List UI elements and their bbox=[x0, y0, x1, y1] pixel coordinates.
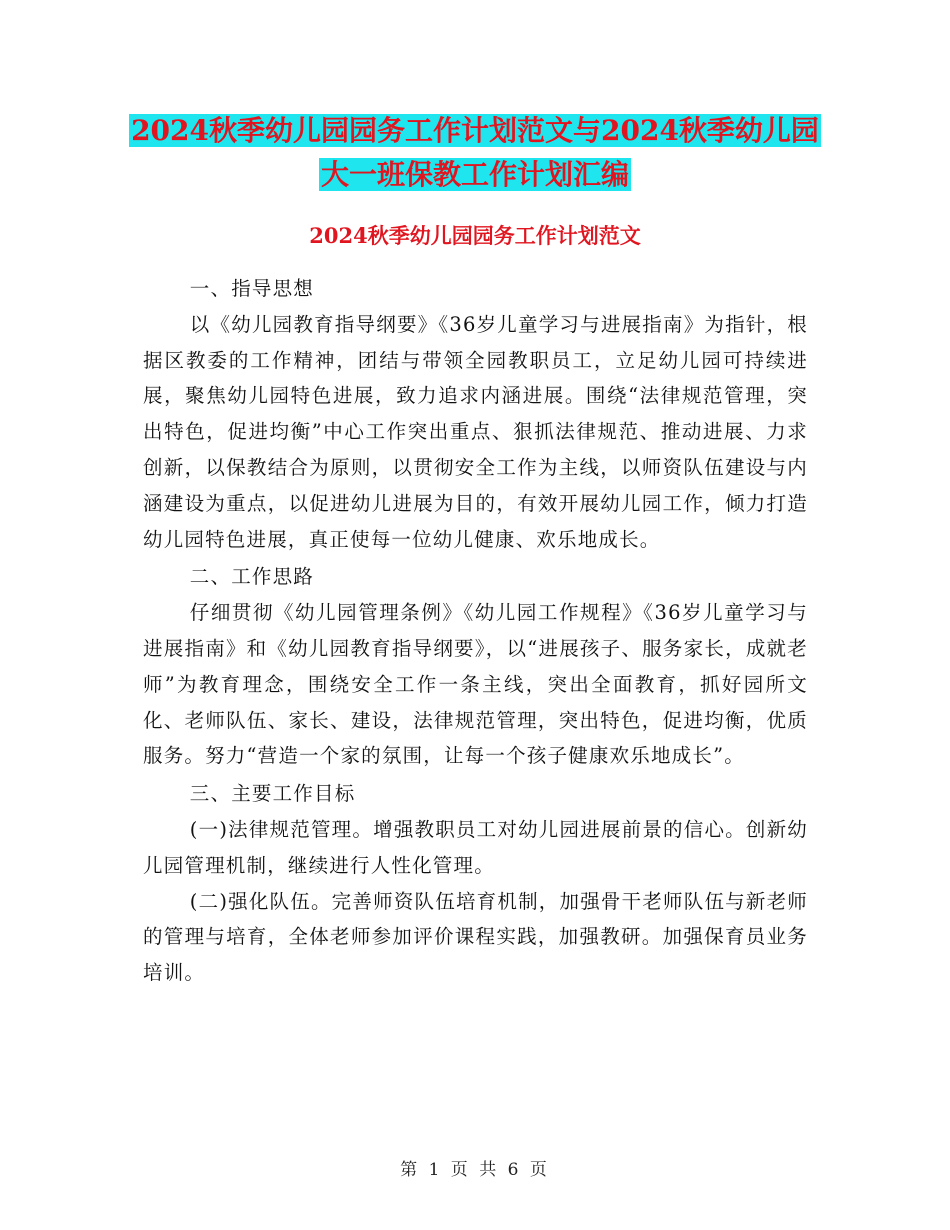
paragraph-guiding-ideology: 以《幼儿园教育指导纲要》《36岁儿童学习与进展指南》为指针，根据区教委的工作精神，团结与带领全园教职员工，立足幼儿园可持续进展，聚焦幼儿园特色进展，致力追求内涵进展。围绕“法律规范管理，突出特色，促进均衡”中心工作突出重点、狠抓法律规范、推动进展、力求创新，以保教结合为原则，以贯彻安全工作为主线，以师资队伍建设与内涵建设为重点，以促进幼儿进展为目的，有效开展幼儿园工作，倾力打造幼儿园特色进展，真正使每一位幼儿健康、欢乐地成长。 bbox=[143, 312, 808, 551]
document-title-line-1: 2024秋季幼儿园园务工作计划范文与2024秋季幼儿园 bbox=[131, 114, 819, 147]
document-body bbox=[143, 271, 808, 991]
section-title: 2024秋季幼儿园园务工作计划范文 bbox=[309, 223, 641, 248]
heading-guiding-ideology: 一、指导思想 bbox=[189, 277, 314, 300]
document-title-line-2: 大一班保教工作计划汇编 bbox=[320, 158, 629, 191]
paragraph-work-approach: 仔细贯彻《幼儿园管理条例》《幼儿园工作规程》《36岁儿童学习与进展指南》和《幼儿园教育指导纲要》，以“进展孩子、服务家长，成就老师”为教育理念，围绕安全工作一条主线，突出全面教育，抓好园所文化、老师队伍、家长、建设，法律规范管理，突出特色，促进均衡，优质服务。努力“营造一个家的氛围，让每一个孩子健康欢乐地成长”。 bbox=[143, 601, 808, 768]
paragraph-goal-2: (二)强化队伍。完善师资队伍培育机制，加强骨干老师队伍与新老师的管理与培育，全体老师参加评价课程实践，加强教研。加强保育员业务培训。 bbox=[143, 889, 808, 985]
page-number: 第 1 页 共 6 页 bbox=[400, 1160, 550, 1180]
heading-work-approach: 二、工作思路 bbox=[189, 565, 314, 589]
heading-main-goals: 三、主要工作目标 bbox=[189, 782, 356, 806]
paragraph-goal-1: (一)法律规范管理。增强教职员工对幼儿园进展前景的信心。创新幼儿园管理机制，继续进行人性化管理。 bbox=[143, 817, 808, 877]
